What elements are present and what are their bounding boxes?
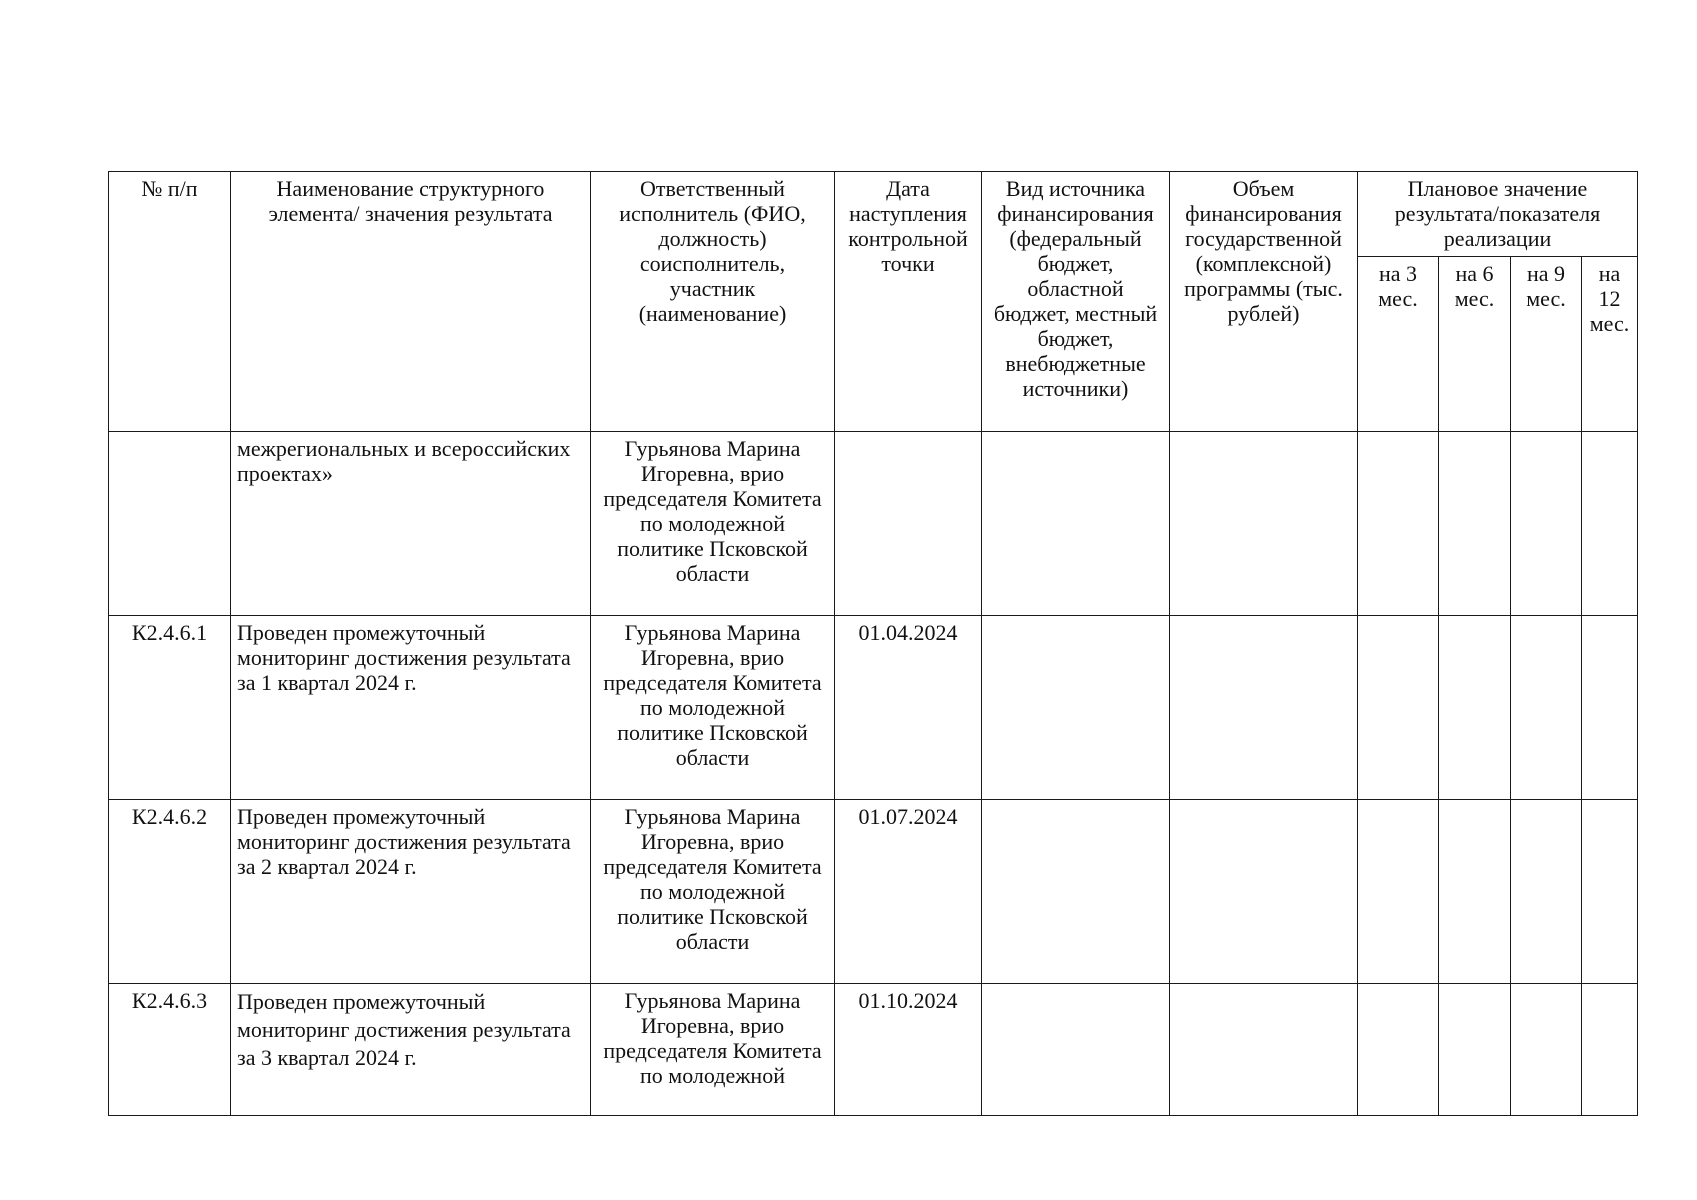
table-row [109,432,1638,616]
row-source [982,800,1170,984]
row-date: 01.07.2024 [835,800,982,984]
table-row [109,616,1638,800]
row-m6 [1439,616,1511,800]
row-responsible: Гурьянова Марина Игоревна, врио председателя Комитета по молодежной политике Псковской области [591,432,835,616]
row-m3 [1358,616,1439,800]
row-date: 01.10.2024 [835,984,982,1116]
row-m9 [1511,984,1582,1116]
table-row [109,800,1638,984]
row-name: Проведен промежуточный мониторинг достижения результата за 3 квартал 2024 г. [231,984,591,1116]
header-volume: Объем финансирования государственной (комплексной) программы (тыс. рублей) [1170,172,1358,432]
row-m12 [1582,984,1638,1116]
row-m3 [1358,984,1439,1116]
row-m9 [1511,616,1582,800]
row-responsible: Гурьянова Марина Игоревна, врио председателя Комитета по молодежной политике Псковской области [591,616,835,800]
row-name: Проведен промежуточный мониторинг достижения результата за 1 квартал 2024 г. [231,616,591,800]
header-date: Дата наступления контрольной точки [835,172,982,432]
header-plan: Плановое значение результата/показателя реализации [1358,172,1638,257]
row-m12 [1582,800,1638,984]
row-volume [1170,800,1358,984]
row-source [982,432,1170,616]
row-m6 [1439,984,1511,1116]
row-m9 [1511,432,1582,616]
row-num: К2.4.6.2 [109,800,231,984]
row-date [835,432,982,616]
table-row [109,984,1638,1116]
row-date: 01.04.2024 [835,616,982,800]
row-m12 [1582,432,1638,616]
header-row [109,172,1638,257]
plan-table [108,171,1638,1116]
row-m3 [1358,432,1439,616]
row-volume [1170,616,1358,800]
header-name: Наименование структурного элемента/ значения результата [231,172,591,432]
header-source: Вид источника финансирования (федеральный бюджет, областной бюджет, местный бюджет, внебюджетные источники) [982,172,1170,432]
row-m9 [1511,800,1582,984]
row-volume [1170,432,1358,616]
row-name: межрегиональных и всероссийских проектах» [231,432,591,616]
row-volume [1170,984,1358,1116]
row-num [109,432,231,616]
row-num: К2.4.6.1 [109,616,231,800]
row-responsible: Гурьянова Марина Игоревна, врио председателя Комитета по молодежной политике Псковской области [591,800,835,984]
row-source [982,616,1170,800]
row-name: Проведен промежуточный мониторинг достижения результата за 2 квартал 2024 г. [231,800,591,984]
row-source [982,984,1170,1116]
row-m3 [1358,800,1439,984]
header-m3: на 3 мес. [1358,257,1439,432]
header-m9: на 9 мес. [1511,257,1582,432]
row-m6 [1439,432,1511,616]
header-m6: на 6 мес. [1439,257,1511,432]
row-responsible: Гурьянова Марина Игоревна, врио председателя Комитета по молодежной [591,984,835,1116]
header-m12: на 12 мес. [1582,257,1638,432]
row-m12 [1582,616,1638,800]
row-m6 [1439,800,1511,984]
row-num: К2.4.6.3 [109,984,231,1116]
header-num: № п/п [109,172,231,432]
header-responsible: Ответственный исполнитель (ФИО, должность) соисполнитель, участник (наименование) [591,172,835,432]
